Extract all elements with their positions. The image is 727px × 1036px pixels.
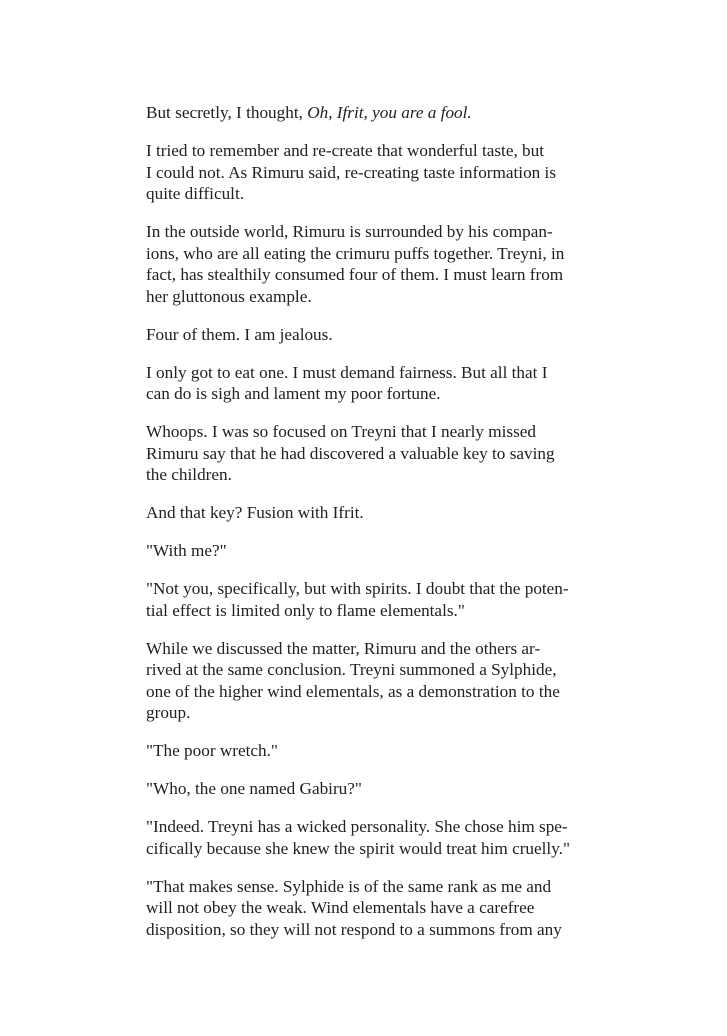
paragraph bbox=[146, 502, 588, 524]
text-line bbox=[146, 221, 588, 243]
paragraph bbox=[146, 324, 588, 346]
text-line bbox=[146, 876, 588, 898]
body-text: I only got to eat one. I must demand fairness. But all that I bbox=[146, 362, 548, 382]
text-line bbox=[146, 243, 588, 265]
text-line bbox=[146, 659, 588, 681]
body-text: fact, has stealthily consumed four of them. I must learn from bbox=[146, 265, 564, 284]
paragraph bbox=[146, 221, 588, 307]
text-line bbox=[146, 383, 588, 405]
body-text: But secretly, I thought, bbox=[146, 103, 308, 122]
paragraph bbox=[146, 876, 588, 941]
paragraph bbox=[146, 740, 588, 762]
body-text: quite difficult. bbox=[146, 184, 245, 203]
body-text: Whoops. I was so focused on Treyni that I nearly missed bbox=[146, 422, 537, 441]
body-text: "With me?" bbox=[146, 541, 227, 560]
paragraph bbox=[146, 421, 588, 486]
body-text: And that key? Fusion with Ifrit. bbox=[146, 503, 364, 522]
body-text: cifically because she knew the spirit would treat him cruelly." bbox=[146, 838, 570, 858]
body-text: I tried to remember and re-create that wonderful taste, but bbox=[146, 141, 544, 160]
body-text: Four of them. I am jealous. bbox=[146, 324, 333, 344]
text-line bbox=[146, 502, 588, 524]
text-line bbox=[146, 324, 588, 346]
body-text: rived at the same conclusion. Treyni summoned a Sylphide, bbox=[146, 660, 557, 679]
text-line bbox=[146, 443, 588, 465]
body-text: her gluttonous example. bbox=[146, 286, 312, 306]
text-line bbox=[146, 740, 588, 762]
paragraph bbox=[146, 540, 588, 562]
body-text: "That makes sense. Sylphide is of the same rank as me and bbox=[146, 876, 552, 896]
body-text: "Indeed. Treyni has a wicked personality. She chose him spe- bbox=[146, 817, 568, 836]
text-line bbox=[146, 140, 588, 162]
text-line bbox=[146, 816, 588, 838]
body-text: can do is sigh and lament my poor fortune. bbox=[146, 384, 441, 403]
text-line bbox=[146, 421, 588, 443]
body-text: the children. bbox=[146, 465, 232, 484]
paragraph bbox=[146, 102, 588, 124]
body-text: "Who, the one named Gabiru?" bbox=[146, 779, 362, 798]
text-line bbox=[146, 102, 588, 124]
body-text: will not obey the weak. Wind elementals have a carefree bbox=[146, 898, 535, 917]
paragraph bbox=[146, 778, 588, 800]
italic-text: Oh, Ifrit, you are a fool. bbox=[307, 103, 472, 122]
text-line bbox=[146, 897, 588, 919]
body-text: I could not. As Rimuru said, re-creating taste information is bbox=[146, 162, 557, 182]
paragraph bbox=[146, 362, 588, 405]
body-text: While we discussed the matter, Rimuru and the others ar- bbox=[146, 638, 541, 658]
text-line bbox=[146, 578, 588, 600]
body-text: In the outside world, Rimuru is surrounded by his compan- bbox=[146, 222, 553, 241]
text-line bbox=[146, 183, 588, 205]
text-line bbox=[146, 464, 588, 486]
text-block bbox=[146, 102, 588, 940]
body-text: "The poor wretch." bbox=[146, 741, 278, 760]
body-text: "Not you, specifically, but with spirits. I doubt that the poten- bbox=[146, 579, 569, 598]
body-text: ions, who are all eating the crimuru puffs together. Treyni, in bbox=[146, 243, 565, 263]
body-text: group. bbox=[146, 703, 191, 722]
body-text: Rimuru say that he had discovered a valuable key to saving bbox=[146, 443, 555, 463]
body-text: one of the higher wind elementals, as a demonstration to the bbox=[146, 681, 560, 701]
text-line bbox=[146, 702, 588, 724]
text-line bbox=[146, 919, 588, 941]
text-line bbox=[146, 838, 588, 860]
text-line bbox=[146, 286, 588, 308]
text-line bbox=[146, 681, 588, 703]
paragraph bbox=[146, 638, 588, 724]
text-line bbox=[146, 778, 588, 800]
paragraph bbox=[146, 140, 588, 205]
text-line bbox=[146, 162, 588, 184]
text-line bbox=[146, 540, 588, 562]
text-line bbox=[146, 638, 588, 660]
text-line bbox=[146, 264, 588, 286]
body-text: tial effect is limited only to flame elementals." bbox=[146, 600, 465, 620]
body-text: disposition, so they will not respond to a summons from any bbox=[146, 919, 562, 939]
text-line bbox=[146, 362, 588, 384]
text-line bbox=[146, 600, 588, 622]
paragraph bbox=[146, 578, 588, 621]
paragraph bbox=[146, 816, 588, 859]
